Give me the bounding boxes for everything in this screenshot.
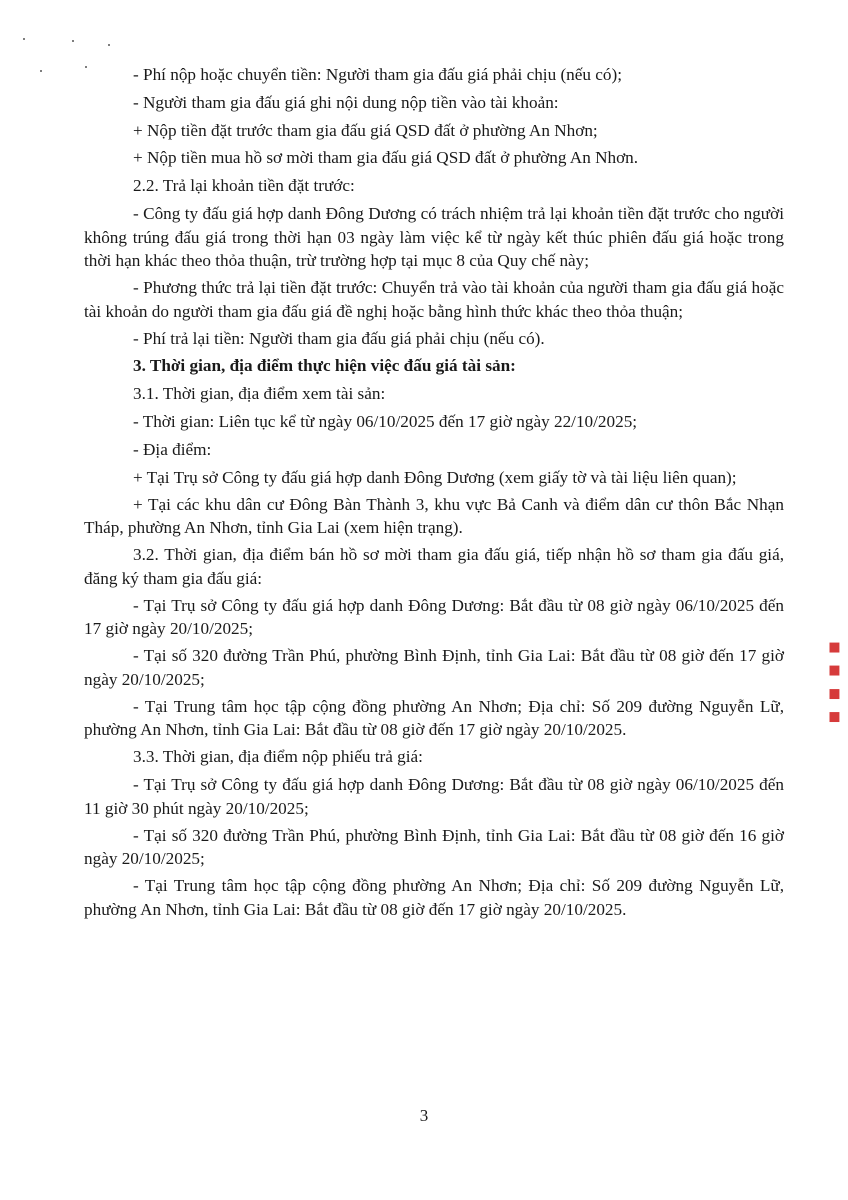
paragraph: - Tại Trụ sở Công ty đấu giá hợp danh Đông Dương: Bắt đầu từ 08 giờ ngày 06/10/2025 đến 11 giờ 30 phút ngày 20/10/2025; — [84, 775, 784, 818]
margin-stamp-mark: ■ ■ ■ ■ — [827, 640, 842, 727]
scan-speck — [23, 38, 25, 40]
paragraph: + Nộp tiền mua hồ sơ mời tham gia đấu giá QSD đất ở phường An Nhơn. — [133, 148, 639, 168]
paragraph: 2.2. Trả lại khoản tiền đặt trước: — [133, 176, 355, 196]
scan-speck — [72, 40, 74, 42]
document-body — [84, 63, 784, 925]
paragraph: + Tại Trụ sở Công ty đấu giá hợp danh Đông Dương (xem giấy tờ và tài liệu liên quan); — [133, 467, 737, 487]
paragraph: 3.2. Thời gian, địa điểm bán hồ sơ mời tham gia đấu giá, tiếp nhận hồ sơ tham gia đấu giá, đăng ký tham gia đấu giá: — [84, 545, 784, 588]
paragraph: 3.3. Thời gian, địa điểm nộp phiếu trả giá: — [133, 747, 423, 767]
paragraph: - Người tham gia đấu giá ghi nội dung nộp tiền vào tài khoản: — [133, 92, 559, 112]
paragraph: - Công ty đấu giá hợp danh Đông Dương có trách nhiệm trả lại khoản tiền đặt trước cho người không trúng đấu giá trong thời hạn 03 ngày làm việc kể từ ngày kết thúc phiên đấu giá hoặc trong thời hạn khác theo thỏa thuận, trừ trường hợp tại mục 8 của Quy chế này; — [84, 203, 784, 271]
paragraph: 3.1. Thời gian, địa điểm xem tài sản: — [133, 384, 386, 404]
paragraph: + Nộp tiền đặt trước tham gia đấu giá QSD đất ở phường An Nhơn; — [133, 120, 598, 140]
section-heading: 3. Thời gian, địa điểm thực hiện việc đấu giá tài sản: — [133, 356, 516, 376]
paragraph: - Phí trả lại tiền: Người tham gia đấu giá phải chịu (nếu có). — [133, 328, 545, 348]
paragraph: + Tại các khu dân cư Đông Bàn Thành 3, khu vực Bả Canh và điểm dân cư thôn Bắc Nhạn Tháp, phường An Nhơn, tỉnh Gia Lai (xem hiện trạng). — [84, 494, 784, 538]
paragraph: - Tại Trung tâm học tập cộng đồng phường An Nhơn; Địa chỉ: Số 209 đường Nguyễn Lữ, phường An Nhơn, tỉnh Gia Lai: Bắt đầu từ 08 giờ đến 17 giờ ngày 20/10/2025. — [84, 876, 784, 919]
scan-speck — [40, 70, 42, 72]
page-number: 3 — [419, 1106, 429, 1125]
paragraph: - Địa điểm: — [133, 439, 212, 459]
paragraph: - Tại Trung tâm học tập cộng đồng phường An Nhơn; Địa chỉ: Số 209 đường Nguyễn Lữ, phường An Nhơn, tỉnh Gia Lai: Bắt đầu từ 08 giờ đến 17 giờ ngày 20/10/2025. — [84, 696, 784, 740]
paragraph: - Phí nộp hoặc chuyển tiền: Người tham gia đấu giá phải chịu (nếu có); — [133, 65, 623, 84]
scan-speck — [108, 44, 110, 46]
paragraph: - Tại Trụ sở Công ty đấu giá hợp danh Đông Dương: Bắt đầu từ 08 giờ ngày 06/10/2025 đến 17 giờ ngày 20/10/2025; — [84, 595, 784, 639]
paragraph: - Phương thức trả lại tiền đặt trước: Chuyển trả vào tài khoản của người tham gia đấu giá hoặc tài khoản do người tham gia đấu giá đề nghị hoặc bằng hình thức khác theo thỏa thuận; — [84, 278, 784, 321]
paragraph: - Thời gian: Liên tục kể từ ngày 06/10/2025 đến 17 giờ ngày 22/10/2025; — [133, 412, 638, 431]
paragraph: - Tại số 320 đường Trần Phú, phường Bình Định, tỉnh Gia Lai: Bắt đầu từ 08 giờ đến 16 giờ ngày 20/10/2025; — [84, 825, 784, 869]
paragraph: - Tại số 320 đường Trần Phú, phường Bình Định, tỉnh Gia Lai: Bắt đầu từ 08 giờ đến 17 giờ ngày 20/10/2025; — [84, 646, 784, 689]
